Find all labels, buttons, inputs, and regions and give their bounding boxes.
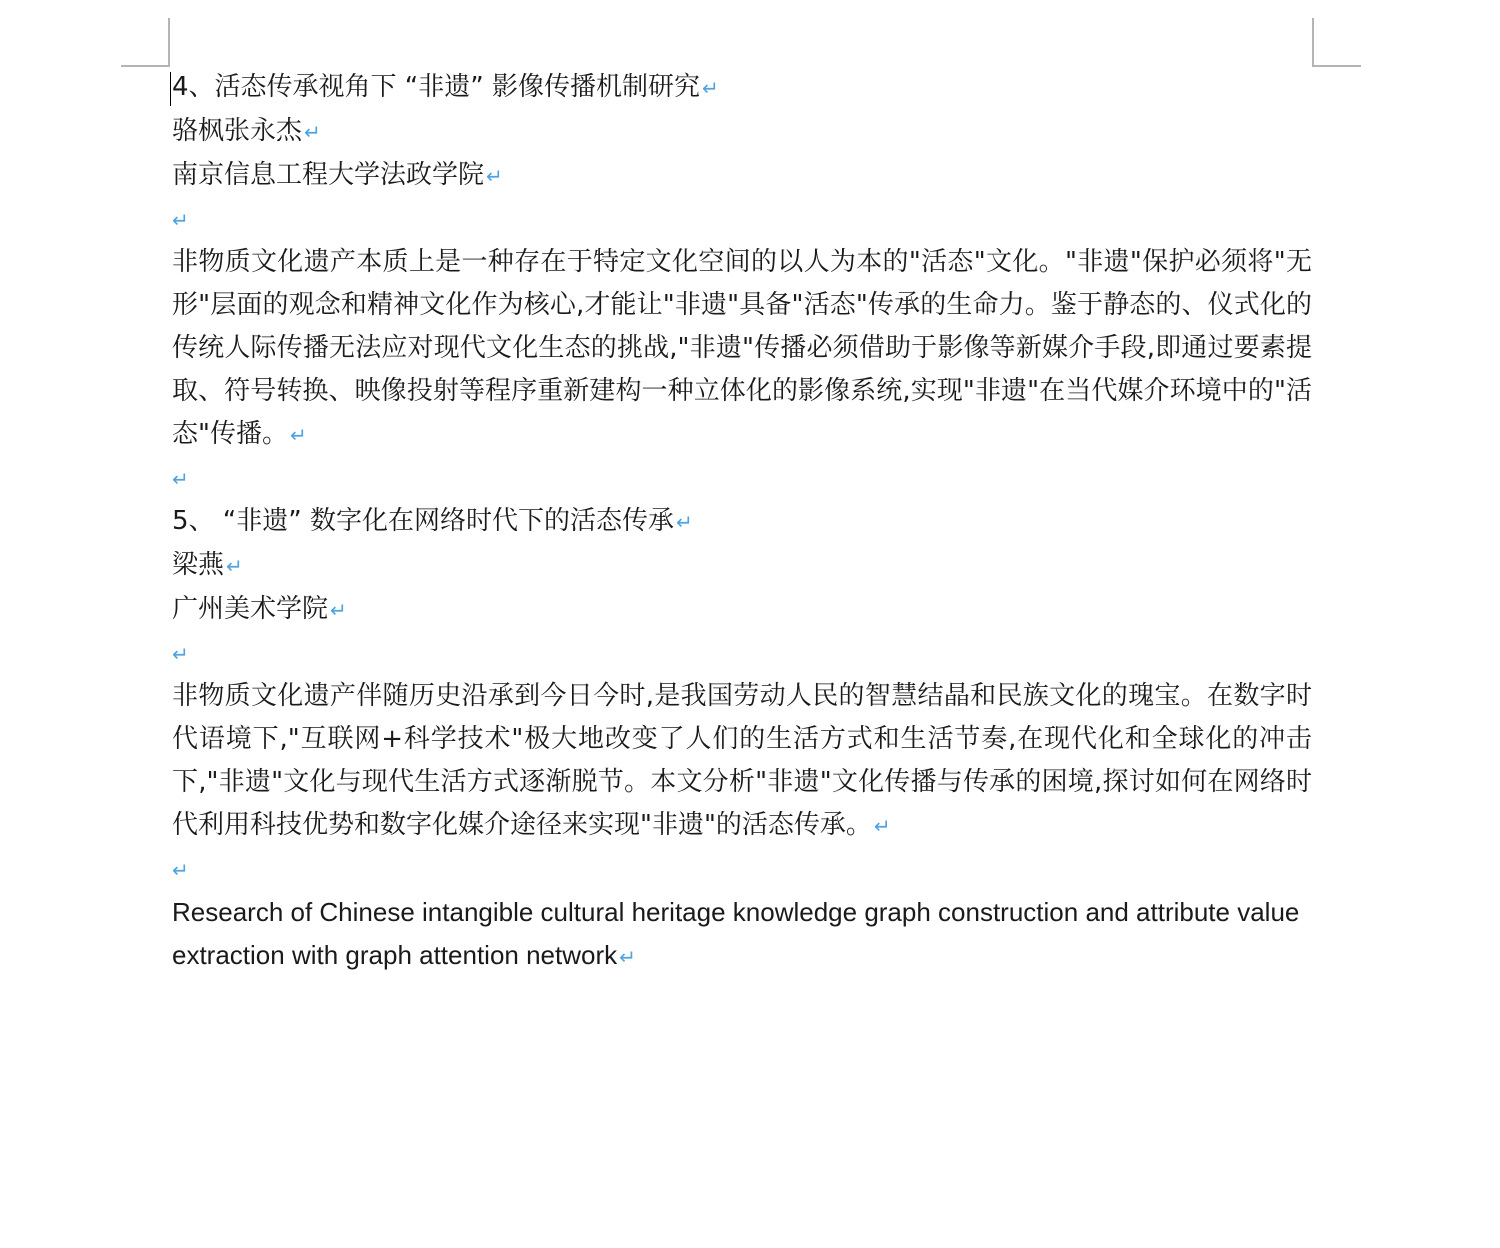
- empty-paragraph[interactable]: [172, 848, 1312, 891]
- document-body[interactable]: [172, 66, 1312, 980]
- page-corner-mark-top-left: [168, 18, 170, 67]
- entry-title[interactable]: 5、 “非遗” 数字化在网络时代下的活态传承 ↵: [172, 506, 693, 536]
- page-corner-mark-top-left: [121, 65, 170, 67]
- paragraph-mark-icon: ↵: [486, 164, 503, 188]
- paragraph-mark-icon: ↵: [226, 554, 243, 578]
- entry-affiliation[interactable]: 广州美术学院 ↵: [172, 594, 347, 624]
- page-corner-mark-top-right: [1312, 65, 1361, 67]
- paragraph-mark-icon: ↵: [172, 467, 189, 491]
- paragraph-mark-icon: ↵: [172, 642, 189, 666]
- paragraph-mark-icon: ↵: [702, 76, 719, 100]
- empty-paragraph[interactable]: [172, 457, 1312, 500]
- entry-abstract[interactable]: 非物质文化遗产本质上是一种存在于特定文化空间的以人为本的"活态"文化。"非遗"保护必须将"无形"层面的观念和精神文化作为核心,才能让"非遗"具备"活态"传承的生命力。鉴于静态的、仪式化的传统人际传播无法应对现代文化生态的挑战,"非遗"传播必须借助于影像等新媒介手段,即通过要素提取、符号转换、映像投射等程序重新建构一种立体化的影像系统,实现"非遗"在当代媒介环境中的"活态"传播。 ↵: [172, 247, 1312, 449]
- paragraph-mark-icon: ↵: [304, 120, 321, 144]
- text-cursor: [170, 72, 171, 106]
- paragraph-mark-icon: ↵: [676, 510, 693, 534]
- entry-authors[interactable]: 骆枫张永杰 ↵: [172, 116, 321, 146]
- empty-paragraph[interactable]: [172, 632, 1312, 675]
- english-paper-title[interactable]: Research of Chinese intangible cultural heritage knowledge graph construction and attribute value extraction with graph attention network ↵: [172, 897, 1300, 970]
- entry-authors[interactable]: 梁燕 ↵: [172, 550, 243, 580]
- entry-title[interactable]: 4、活态传承视角下 “非遗” 影像传播机制研究 ↵: [172, 72, 719, 102]
- paragraph-mark-icon: ↵: [172, 858, 189, 882]
- paragraph-mark-icon: ↵: [172, 208, 189, 232]
- page-corner-mark-top-right: [1312, 18, 1314, 67]
- entry-abstract[interactable]: 非物质文化遗产伴随历史沿承到今日今时,是我国劳动人民的智慧结晶和民族文化的瑰宝。在数字时代语境下,"互联网+科学技术"极大地改变了人们的生活方式和生活节奏,在现代化和全球化的冲击下,"非遗"文化与现代生活方式逐渐脱节。本文分析"非遗"文化传播与传承的困境,探讨如何在网络时代利用科技优势和数字化媒介途径来实现"非遗"的活态传承。 ↵: [172, 681, 1312, 840]
- empty-paragraph[interactable]: [172, 198, 1312, 241]
- paragraph-mark-icon: ↵: [330, 598, 347, 622]
- paragraph-mark-icon: ↵: [289, 423, 307, 447]
- paragraph-mark-icon: ↵: [619, 947, 636, 969]
- entry-affiliation[interactable]: 南京信息工程大学法政学院 ↵: [172, 160, 503, 190]
- paragraph-mark-icon: ↵: [873, 814, 891, 838]
